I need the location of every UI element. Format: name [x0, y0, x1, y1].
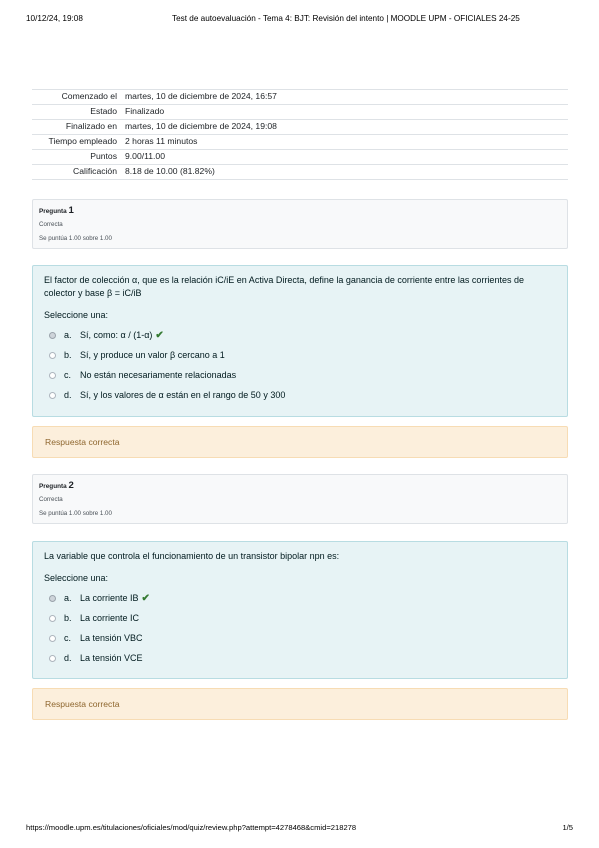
- question-grade: Se puntúa 1.00 sobre 1.00: [39, 235, 112, 242]
- print-footer: [26, 823, 573, 835]
- summary-row: [32, 150, 568, 165]
- answer-letter: b.: [64, 613, 72, 623]
- question-grade: Se puntúa 1.00 sobre 1.00: [39, 510, 112, 517]
- answer-letter: a.: [64, 330, 72, 340]
- print-url: https://moodle.upm.es/titulaciones/oficiales/mod/quiz/review.php?attempt=4278468&cmid=218278: [26, 823, 357, 832]
- question-number-value: 2: [68, 480, 74, 491]
- answer-list: [44, 325, 556, 405]
- answer-option[interactable]: [44, 325, 556, 345]
- question-number: [39, 205, 561, 217]
- question-text: El factor de colección α, que es la relación iC/iE en Activa Directa, define la ganancia de corriente entre las corrientes de colector y base β = iC/iB: [44, 275, 524, 298]
- answer-letter: b.: [64, 350, 72, 360]
- question-state: Correcta: [39, 221, 63, 228]
- answer-letter: d.: [64, 653, 72, 663]
- answer-text: Sí, y produce un valor β cercano a 1: [80, 350, 225, 360]
- summary-label: Puntos: [32, 150, 121, 165]
- feedback-text: Respuesta correcta: [45, 437, 120, 447]
- question-formulation-2: [32, 541, 568, 679]
- summary-row: [32, 105, 568, 120]
- radio-button[interactable]: [49, 595, 56, 602]
- radio-button[interactable]: [49, 655, 56, 662]
- print-header: [26, 14, 573, 26]
- summary-label: Tiempo empleado: [32, 135, 121, 150]
- radio-button[interactable]: [49, 635, 56, 642]
- print-datetime: 10/12/24, 19:08: [26, 14, 83, 23]
- summary-row: [32, 165, 568, 180]
- answer-text: La corriente IB: [80, 593, 139, 603]
- feedback-box-2: [32, 688, 568, 720]
- feedback-text: Respuesta correcta: [45, 699, 120, 709]
- summary-label: Comenzado el: [32, 90, 121, 105]
- summary-row: [32, 120, 568, 135]
- summary-value: Finalizado: [121, 105, 568, 120]
- check-icon: ✔: [141, 592, 150, 604]
- answer-letter: c.: [64, 370, 72, 380]
- answer-option[interactable]: [44, 648, 556, 668]
- answer-option[interactable]: [44, 628, 556, 648]
- answer-letter: c.: [64, 633, 72, 643]
- radio-button[interactable]: [49, 615, 56, 622]
- answer-list: [44, 588, 556, 668]
- answer-prompt: Seleccione una:: [44, 310, 109, 320]
- question-state: Correcta: [39, 496, 63, 503]
- answer-prompt: Seleccione una:: [44, 573, 109, 583]
- summary-value: 9.00/11.00: [121, 150, 568, 165]
- answer-option[interactable]: [44, 588, 556, 608]
- attempt-summary-table: [32, 89, 568, 180]
- question-info-2: [32, 474, 568, 524]
- print-page-title: Test de autoevaluación - Tema 4: BJT: Revisión del intento | MOODLE UPM - OFICIALES 24-25: [172, 14, 520, 23]
- question-label: Pregunta: [39, 483, 67, 490]
- answer-option[interactable]: [44, 365, 556, 385]
- check-icon: ✔: [155, 329, 164, 341]
- answer-option[interactable]: [44, 385, 556, 405]
- question-formulation-1: [32, 265, 568, 417]
- answer-text: Sí, y los valores de α están en el rango de 50 y 300: [80, 390, 286, 400]
- summary-value: martes, 10 de diciembre de 2024, 16:57: [121, 90, 568, 105]
- question-label: Pregunta: [39, 208, 67, 215]
- summary-label: Finalizado en: [32, 120, 121, 135]
- answer-text: No están necesariamente relacionadas: [80, 370, 237, 380]
- answer-text: Sí, como: α / (1-α): [80, 330, 153, 340]
- answer-option[interactable]: [44, 608, 556, 628]
- answer-letter: d.: [64, 390, 72, 400]
- radio-button[interactable]: [49, 392, 56, 399]
- answer-text: La tensión VCE: [80, 653, 143, 663]
- summary-label: Estado: [32, 105, 121, 120]
- print-page-number: 1/5: [562, 823, 573, 832]
- summary-row: [32, 90, 568, 105]
- summary-row: [32, 135, 568, 150]
- answer-letter: a.: [64, 593, 72, 603]
- feedback-box-1: [32, 426, 568, 458]
- radio-button[interactable]: [49, 372, 56, 379]
- answer-text: La tensión VBC: [80, 633, 143, 643]
- question-number-value: 1: [68, 205, 74, 216]
- summary-label: Calificación: [32, 165, 121, 180]
- question-info-1: [32, 199, 568, 249]
- radio-button[interactable]: [49, 352, 56, 359]
- question-number: [39, 480, 561, 492]
- radio-button[interactable]: [49, 332, 56, 339]
- question-text: La variable que controla el funcionamiento de un transistor bipolar npn es:: [44, 551, 340, 561]
- summary-value: martes, 10 de diciembre de 2024, 19:08: [121, 120, 568, 135]
- answer-option[interactable]: [44, 345, 556, 365]
- summary-value: 2 horas 11 minutos: [121, 135, 568, 150]
- summary-value: 8.18 de 10.00 (81.82%): [121, 165, 568, 180]
- answer-text: La corriente IC: [80, 613, 140, 623]
